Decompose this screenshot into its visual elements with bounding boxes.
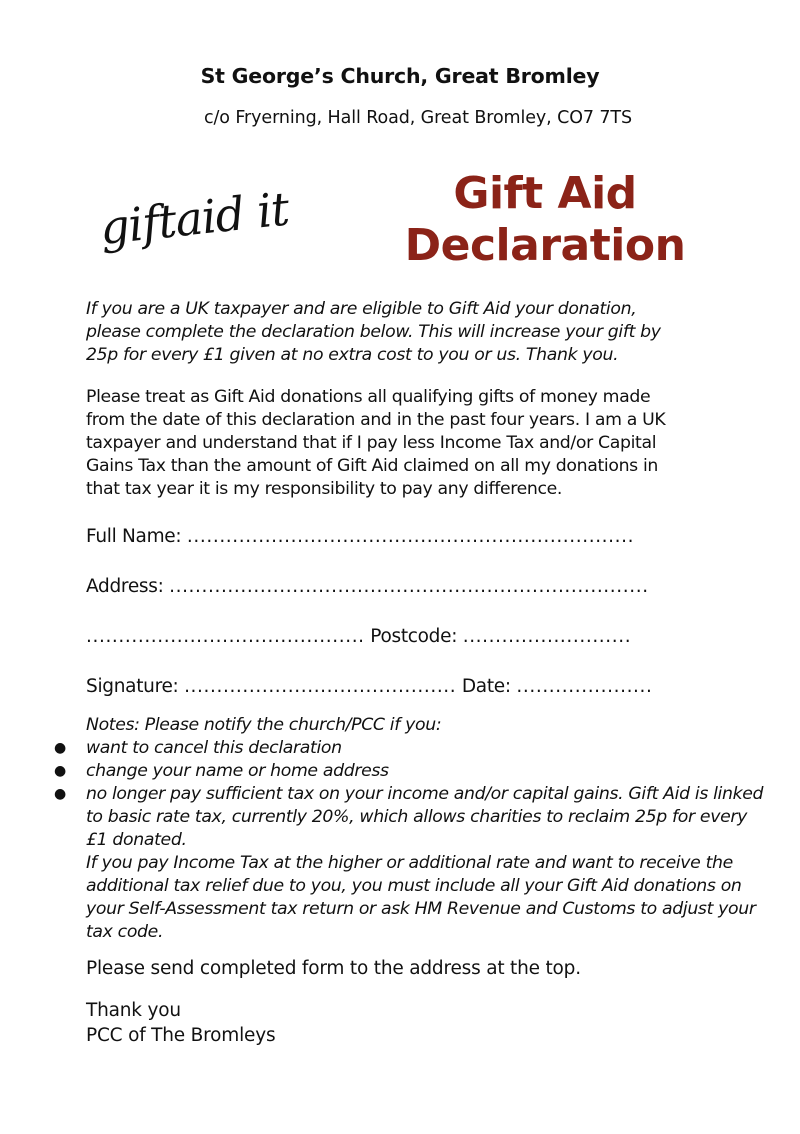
list-item: [54, 760, 766, 783]
date-field[interactable]: .....................: [516, 676, 653, 697]
send-instruction: Please send completed form to the address at the top.: [86, 958, 581, 979]
signature-field[interactable]: ..........................................: [184, 676, 457, 697]
bullet-icon: ●: [54, 763, 66, 779]
note-text: change your name or home address: [86, 761, 389, 781]
signoff-text: PCC of The Bromleys: [86, 1025, 276, 1046]
notes-section: [54, 714, 766, 944]
church-address: c/o Fryerning, Hall Road, Great Bromley, CO7 7TS: [203, 108, 633, 128]
postcode-field[interactable]: ..........................: [462, 626, 632, 647]
address-label: Address:: [86, 576, 164, 597]
bullet-icon: ●: [54, 786, 66, 802]
signoff-block: [86, 998, 275, 1048]
full-name-row: [86, 526, 746, 547]
title-line-1: Gift Aid: [453, 168, 637, 219]
declaration-line: Gains Tax than the amount of Gift Aid claimed on all my donations in: [86, 456, 659, 476]
higher-rate-note: If you pay Income Tax at the higher or additional rate and want to receive the additional tax relief due to you, you must include all your Gift Aid donations on your Self-Assessment tax return or ask HM Revenue and Customs to adjust your tax code.: [86, 853, 756, 942]
full-name-field[interactable]: .....................................................................: [186, 526, 635, 547]
full-name-label: Full Name:: [86, 526, 182, 547]
intro-paragraph: [86, 298, 766, 367]
intro-line: 25p for every £1 given at no extra cost to you or us. Thank you.: [86, 345, 619, 365]
signature-date-row: [86, 676, 746, 697]
page-title: [390, 168, 700, 272]
address-field[interactable]: ..........................................................................: [169, 576, 649, 597]
svg-text:giftaid it: giftaid it: [97, 181, 292, 255]
postcode-label: Postcode:: [370, 626, 458, 647]
notes-heading: Notes: Please notify the church/PCC if you:: [86, 715, 442, 735]
signature-label: Signature:: [86, 676, 179, 697]
note-text: want to cancel this declaration: [86, 738, 342, 758]
notes-list: [54, 737, 766, 852]
address-line2-field[interactable]: ...........................................: [86, 626, 365, 647]
declaration-line: that tax year it is my responsibility to pay any difference.: [86, 479, 563, 499]
intro-line: please complete the declaration below. This will increase your gift by: [86, 322, 661, 342]
date-label: Date:: [461, 676, 511, 697]
intro-line: If you are a UK taxpayer and are eligible to Gift Aid your donation,: [86, 299, 637, 319]
declaration-line: from the date of this declaration and in the past four years. I am a UK: [86, 410, 666, 430]
title-line-2: Declaration: [404, 220, 686, 271]
thank-you-text: Thank you: [86, 1000, 181, 1021]
note-text: no longer pay sufficient tax on your income and/or capital gains. Gift Aid is linked to basic rate tax, currently 20%, which allows charities to reclaim 25p for every £1 donated.: [86, 784, 764, 850]
church-name: St George’s Church, Great Bromley: [200, 64, 600, 88]
bullet-icon: ●: [54, 740, 66, 756]
list-item: [54, 737, 766, 760]
address-row: [86, 576, 746, 597]
declaration-line: Please treat as Gift Aid donations all qualifying gifts of money made: [86, 387, 651, 407]
declaration-line: taxpayer and understand that if I pay less Income Tax and/or Capital: [86, 433, 657, 453]
giftaid-it-logo-icon: [96, 170, 346, 270]
address-postcode-row: [86, 626, 746, 647]
declaration-paragraph: [86, 386, 766, 501]
list-item: [54, 783, 766, 852]
